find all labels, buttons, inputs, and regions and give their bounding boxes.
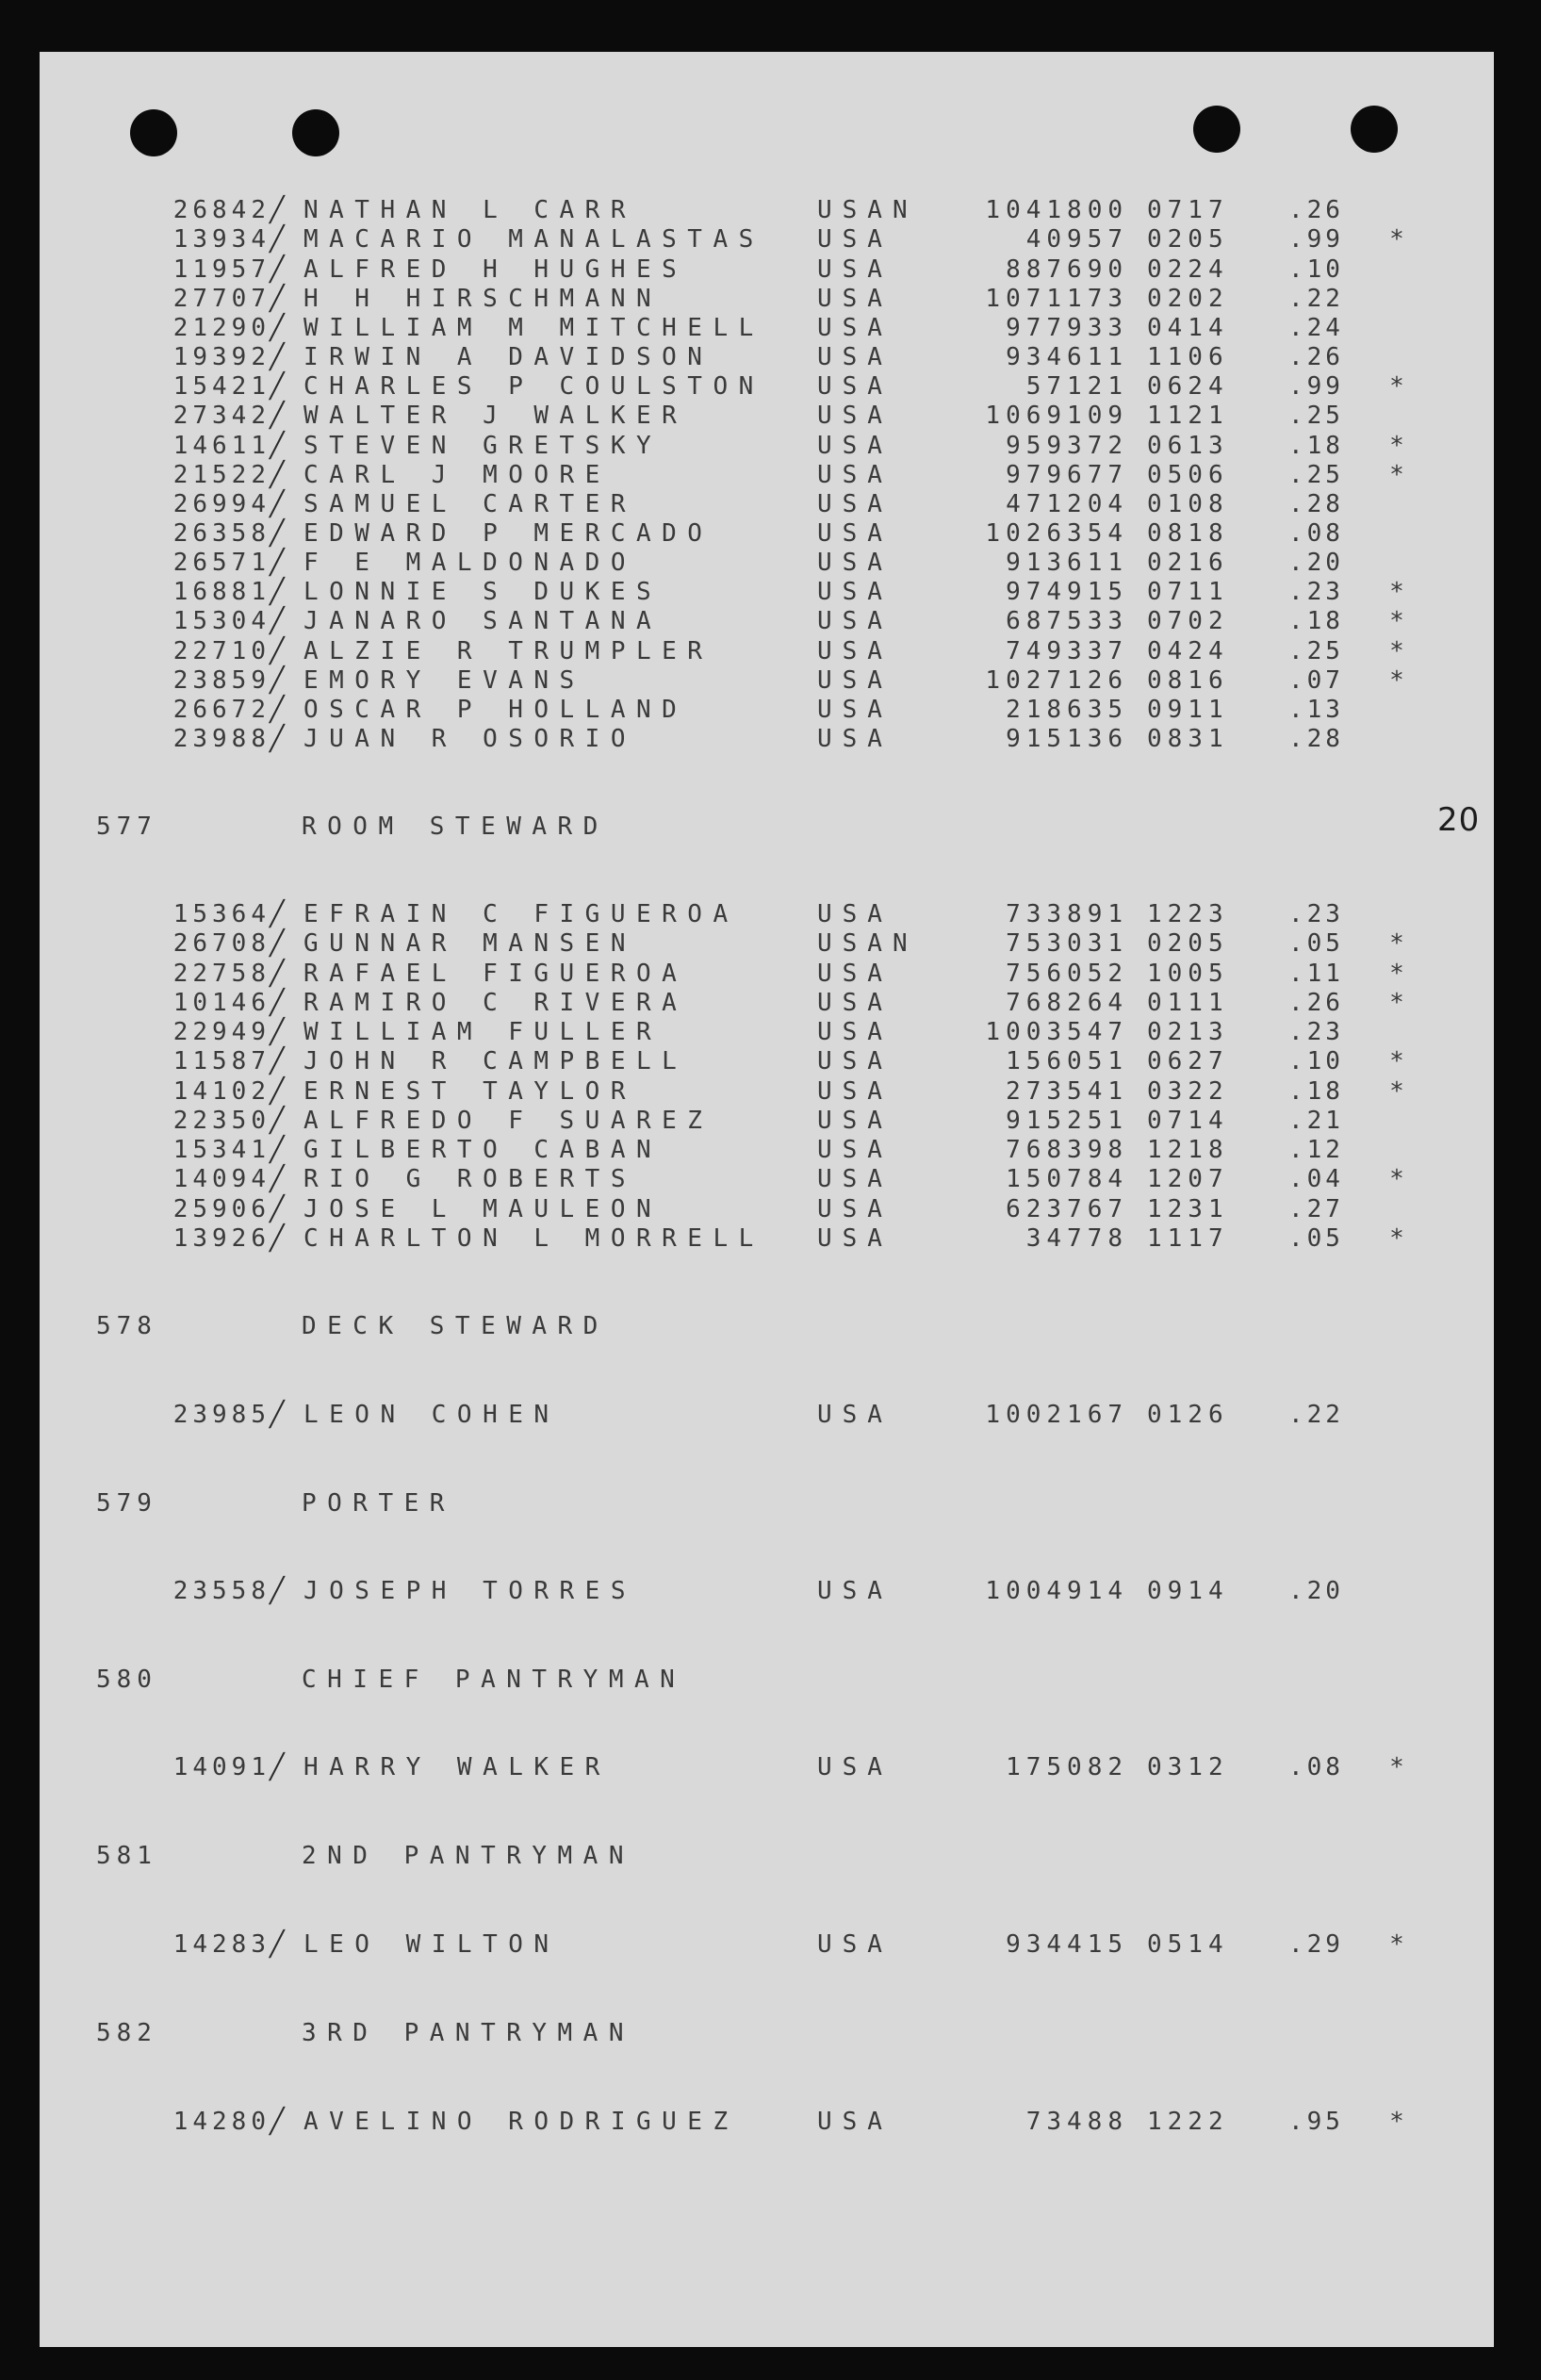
rate-value: .08 bbox=[1288, 1753, 1344, 1781]
check-mark-icon: ╱ bbox=[270, 490, 285, 518]
rate-value: .25 bbox=[1288, 637, 1344, 665]
rate-value: .27 bbox=[1288, 1195, 1344, 1223]
rate-value: .25 bbox=[1288, 461, 1344, 489]
document-number: 753031 bbox=[1006, 929, 1128, 958]
date-code: 0714 bbox=[1147, 1107, 1229, 1135]
document-number: 34778 bbox=[1025, 1224, 1128, 1253]
asterisk-mark: * bbox=[1389, 637, 1404, 665]
crew-number: 23985 bbox=[172, 1401, 270, 1429]
crew-name: CHARLTON L MORRELL bbox=[303, 1224, 764, 1253]
rate-value: .26 bbox=[1288, 196, 1344, 224]
crew-number: 26358 bbox=[172, 519, 270, 548]
crew-name: GUNNAR MANSEN bbox=[303, 929, 636, 958]
crew-name: ALFREDO F SUAREZ bbox=[303, 1107, 713, 1135]
check-mark-icon: ╱ bbox=[270, 432, 285, 460]
check-mark-icon: ╱ bbox=[270, 402, 285, 430]
rate-value: .05 bbox=[1288, 929, 1344, 958]
section-number: 577 bbox=[96, 812, 157, 841]
rate-value: .29 bbox=[1288, 1930, 1344, 1959]
crew-number: 15341 bbox=[172, 1136, 270, 1164]
nationality: USA bbox=[817, 1224, 893, 1253]
asterisk-mark: * bbox=[1389, 1165, 1404, 1193]
date-code: 0322 bbox=[1147, 1077, 1229, 1106]
crew-name: LONNIE S DUKES bbox=[303, 578, 663, 606]
document-number: 733891 bbox=[1006, 900, 1128, 928]
crew-name: WILLIAM FULLER bbox=[303, 1018, 663, 1046]
asterisk-mark: * bbox=[1389, 929, 1404, 958]
crew-number: 26672 bbox=[172, 696, 270, 724]
crew-name: GILBERTO CABAN bbox=[303, 1136, 663, 1164]
document-number: 73488 bbox=[1025, 2108, 1128, 2136]
document-number: 175082 bbox=[1006, 1753, 1128, 1781]
rate-value: .05 bbox=[1288, 1224, 1344, 1253]
crew-name: OSCAR P HOLLAND bbox=[303, 696, 688, 724]
crew-name: RAFAEL FIGUEROA bbox=[303, 960, 688, 988]
document-number: 1027126 bbox=[985, 666, 1128, 695]
section-title: CHIEF PANTRYMAN bbox=[302, 1666, 686, 1694]
section-title: PORTER bbox=[302, 1489, 455, 1518]
rate-value: .23 bbox=[1288, 578, 1344, 606]
document-number: 934415 bbox=[1006, 1930, 1128, 1959]
check-mark-icon: ╱ bbox=[270, 196, 285, 224]
crew-name: JUAN R OSORIO bbox=[303, 725, 636, 753]
rate-value: .24 bbox=[1288, 314, 1344, 342]
check-mark-icon: ╱ bbox=[270, 666, 285, 695]
nationality: USA bbox=[817, 314, 893, 342]
date-code: 0312 bbox=[1147, 1753, 1229, 1781]
check-mark-icon: ╱ bbox=[270, 519, 285, 548]
document-number: 768264 bbox=[1006, 989, 1128, 1017]
crew-number: 26842 bbox=[172, 196, 270, 224]
date-code: 1223 bbox=[1147, 900, 1229, 928]
asterisk-mark: * bbox=[1389, 225, 1404, 254]
crew-number: 10146 bbox=[172, 989, 270, 1017]
rate-value: .18 bbox=[1288, 607, 1344, 635]
check-mark-icon: ╱ bbox=[270, 314, 285, 342]
date-code: 0414 bbox=[1147, 314, 1229, 342]
nationality: USA bbox=[817, 1077, 893, 1106]
date-code: 0911 bbox=[1147, 696, 1229, 724]
date-code: 0711 bbox=[1147, 578, 1229, 606]
date-code: 0205 bbox=[1147, 929, 1229, 958]
rate-value: .10 bbox=[1288, 255, 1344, 284]
crew-number: 23558 bbox=[172, 1577, 270, 1605]
punch-hole bbox=[130, 109, 177, 156]
crew-number: 16881 bbox=[172, 578, 270, 606]
rate-value: .04 bbox=[1288, 1165, 1344, 1193]
date-code: 0514 bbox=[1147, 1930, 1229, 1959]
document-number: 57121 bbox=[1025, 372, 1128, 401]
asterisk-mark: * bbox=[1389, 461, 1404, 489]
section-number: 579 bbox=[96, 1489, 157, 1518]
check-mark-icon: ╱ bbox=[270, 929, 285, 958]
section-title: 2ND PANTRYMAN bbox=[302, 1842, 634, 1870]
crew-number: 21522 bbox=[172, 461, 270, 489]
crew-name: JOSE L MAULEON bbox=[303, 1195, 663, 1223]
nationality: USA bbox=[817, 1753, 893, 1781]
check-mark-icon: ╱ bbox=[270, 607, 285, 635]
date-code: 0108 bbox=[1147, 490, 1229, 518]
nationality: USA bbox=[817, 225, 893, 254]
date-code: 0613 bbox=[1147, 432, 1229, 460]
rate-value: .08 bbox=[1288, 519, 1344, 548]
rate-value: .10 bbox=[1288, 1047, 1344, 1075]
check-mark-icon: ╱ bbox=[270, 1195, 285, 1223]
crew-name: JANARO SANTANA bbox=[303, 607, 663, 635]
nationality: USA bbox=[817, 1165, 893, 1193]
crew-number: 15421 bbox=[172, 372, 270, 401]
crew-name: EFRAIN C FIGUEROA bbox=[303, 900, 739, 928]
nationality: USA bbox=[817, 2108, 893, 2136]
punch-hole bbox=[1193, 106, 1240, 153]
nationality: USA bbox=[817, 1136, 893, 1164]
crew-name: CHARLES P COULSTON bbox=[303, 372, 764, 401]
nationality: USA bbox=[817, 372, 893, 401]
rate-value: .23 bbox=[1288, 900, 1344, 928]
document-number: 934611 bbox=[1006, 343, 1128, 371]
crew-name: H H HIRSCHMANN bbox=[303, 285, 663, 313]
nationality: USA bbox=[817, 1018, 893, 1046]
check-mark-icon: ╱ bbox=[270, 285, 285, 313]
document-number: 1004914 bbox=[985, 1577, 1128, 1605]
document-number: 1069109 bbox=[985, 402, 1128, 430]
check-mark-icon: ╱ bbox=[270, 637, 285, 665]
check-mark-icon: ╱ bbox=[270, 225, 285, 254]
crew-name: CARL J MOORE bbox=[303, 461, 611, 489]
rate-value: .26 bbox=[1288, 989, 1344, 1017]
date-code: 0111 bbox=[1147, 989, 1229, 1017]
nationality: USA bbox=[817, 666, 893, 695]
nationality: USAN bbox=[817, 196, 918, 224]
crew-number: 13926 bbox=[172, 1224, 270, 1253]
crew-number: 13934 bbox=[172, 225, 270, 254]
rate-value: .20 bbox=[1288, 549, 1344, 577]
date-code: 1121 bbox=[1147, 402, 1229, 430]
crew-name: SAMUEL CARTER bbox=[303, 490, 636, 518]
date-code: 1106 bbox=[1147, 343, 1229, 371]
nationality: USA bbox=[817, 725, 893, 753]
date-code: 1207 bbox=[1147, 1165, 1229, 1193]
asterisk-mark: * bbox=[1389, 960, 1404, 988]
nationality: USA bbox=[817, 900, 893, 928]
asterisk-mark: * bbox=[1389, 2108, 1404, 2136]
crew-number: 22710 bbox=[172, 637, 270, 665]
document-number: 756052 bbox=[1006, 960, 1128, 988]
nationality: USA bbox=[817, 1107, 893, 1135]
crew-number: 14611 bbox=[172, 432, 270, 460]
rate-value: .12 bbox=[1288, 1136, 1344, 1164]
rate-value: .28 bbox=[1288, 725, 1344, 753]
date-code: 0205 bbox=[1147, 225, 1229, 254]
crew-name: MACARIO MANALASTAS bbox=[303, 225, 764, 254]
date-code: 1222 bbox=[1147, 2108, 1229, 2136]
asterisk-mark: * bbox=[1389, 1077, 1404, 1106]
check-mark-icon: ╱ bbox=[270, 696, 285, 724]
nationality: USA bbox=[817, 285, 893, 313]
check-mark-icon: ╱ bbox=[270, 343, 285, 371]
date-code: 0216 bbox=[1147, 549, 1229, 577]
crew-number: 19392 bbox=[172, 343, 270, 371]
document-number: 1026354 bbox=[985, 519, 1128, 548]
asterisk-mark: * bbox=[1389, 578, 1404, 606]
section-number: 580 bbox=[96, 1666, 157, 1694]
date-code: 1218 bbox=[1147, 1136, 1229, 1164]
document-number: 218635 bbox=[1006, 696, 1128, 724]
crew-number: 22758 bbox=[172, 960, 270, 988]
check-mark-icon: ╱ bbox=[270, 1107, 285, 1135]
date-code: 0914 bbox=[1147, 1577, 1229, 1605]
date-code: 0717 bbox=[1147, 196, 1229, 224]
check-mark-icon: ╱ bbox=[270, 1018, 285, 1046]
crew-number: 27707 bbox=[172, 285, 270, 313]
document-number: 273541 bbox=[1006, 1077, 1128, 1106]
check-mark-icon: ╱ bbox=[270, 725, 285, 753]
check-mark-icon: ╱ bbox=[270, 2108, 285, 2136]
check-mark-icon: ╱ bbox=[270, 578, 285, 606]
crew-number: 15364 bbox=[172, 900, 270, 928]
section-title: ROOM STEWARD bbox=[302, 812, 609, 841]
asterisk-mark: * bbox=[1389, 607, 1404, 635]
crew-name: ALZIE R TRUMPLER bbox=[303, 637, 713, 665]
rate-value: .99 bbox=[1288, 372, 1344, 401]
section-number: 582 bbox=[96, 2019, 157, 2047]
check-mark-icon: ╱ bbox=[270, 461, 285, 489]
date-code: 1117 bbox=[1147, 1224, 1229, 1253]
document-number: 959372 bbox=[1006, 432, 1128, 460]
rate-value: .26 bbox=[1288, 343, 1344, 371]
crew-name: NATHAN L CARR bbox=[303, 196, 636, 224]
check-mark-icon: ╱ bbox=[270, 1165, 285, 1193]
document-number: 1041800 bbox=[985, 196, 1128, 224]
nationality: USA bbox=[817, 1047, 893, 1075]
document-number: 1071173 bbox=[985, 285, 1128, 313]
date-code: 0702 bbox=[1147, 607, 1229, 635]
asterisk-mark: * bbox=[1389, 1224, 1404, 1253]
crew-name: AVELINO RODRIGUEZ bbox=[303, 2108, 739, 2136]
crew-number: 11957 bbox=[172, 255, 270, 284]
date-code: 0831 bbox=[1147, 725, 1229, 753]
date-code: 0816 bbox=[1147, 666, 1229, 695]
nationality: USA bbox=[817, 549, 893, 577]
rate-value: .28 bbox=[1288, 490, 1344, 518]
document-number: 1003547 bbox=[985, 1018, 1128, 1046]
document-number: 977933 bbox=[1006, 314, 1128, 342]
nationality: USA bbox=[817, 490, 893, 518]
nationality: USA bbox=[817, 960, 893, 988]
document-number: 1002167 bbox=[985, 1401, 1128, 1429]
check-mark-icon: ╱ bbox=[270, 1577, 285, 1605]
section-number: 578 bbox=[96, 1312, 157, 1340]
date-code: 0424 bbox=[1147, 637, 1229, 665]
check-mark-icon: ╱ bbox=[270, 1224, 285, 1253]
asterisk-mark: * bbox=[1389, 432, 1404, 460]
date-code: 1231 bbox=[1147, 1195, 1229, 1223]
rate-value: .22 bbox=[1288, 285, 1344, 313]
document-number: 979677 bbox=[1006, 461, 1128, 489]
document-number: 915136 bbox=[1006, 725, 1128, 753]
document-number: 150784 bbox=[1006, 1165, 1128, 1193]
crew-number: 14091 bbox=[172, 1753, 270, 1781]
check-mark-icon: ╱ bbox=[270, 1401, 285, 1429]
document-number: 471204 bbox=[1006, 490, 1128, 518]
nationality: USA bbox=[817, 402, 893, 430]
nationality: USA bbox=[817, 696, 893, 724]
document-number: 974915 bbox=[1006, 578, 1128, 606]
crew-number: 14094 bbox=[172, 1165, 270, 1193]
crew-name: RIO G ROBERTS bbox=[303, 1165, 636, 1193]
crew-number: 14283 bbox=[172, 1930, 270, 1959]
asterisk-mark: * bbox=[1389, 372, 1404, 401]
crew-name: RAMIRO C RIVERA bbox=[303, 989, 688, 1017]
section-title: DECK STEWARD bbox=[302, 1312, 609, 1340]
check-mark-icon: ╱ bbox=[270, 1077, 285, 1106]
document-number: 623767 bbox=[1006, 1195, 1128, 1223]
nationality: USA bbox=[817, 255, 893, 284]
document-number: 687533 bbox=[1006, 607, 1128, 635]
date-code: 0202 bbox=[1147, 285, 1229, 313]
page-number: 20 bbox=[1437, 801, 1481, 839]
rate-value: .20 bbox=[1288, 1577, 1344, 1605]
document-number: 156051 bbox=[1006, 1047, 1128, 1075]
date-code: 1005 bbox=[1147, 960, 1229, 988]
check-mark-icon: ╱ bbox=[270, 900, 285, 928]
crew-number: 22949 bbox=[172, 1018, 270, 1046]
crew-number: 14102 bbox=[172, 1077, 270, 1106]
crew-number: 14280 bbox=[172, 2108, 270, 2136]
asterisk-mark: * bbox=[1389, 1930, 1404, 1959]
crew-name: WILLIAM M MITCHELL bbox=[303, 314, 764, 342]
crew-number: 15304 bbox=[172, 607, 270, 635]
check-mark-icon: ╱ bbox=[270, 1047, 285, 1075]
nationality: USA bbox=[817, 343, 893, 371]
asterisk-mark: * bbox=[1389, 666, 1404, 695]
nationality: USA bbox=[817, 1401, 893, 1429]
nationality: USA bbox=[817, 461, 893, 489]
check-mark-icon: ╱ bbox=[270, 960, 285, 988]
document-number: 915251 bbox=[1006, 1107, 1128, 1135]
nationality: USA bbox=[817, 989, 893, 1017]
nationality: USA bbox=[817, 519, 893, 548]
check-mark-icon: ╱ bbox=[270, 549, 285, 577]
date-code: 0624 bbox=[1147, 372, 1229, 401]
nationality: USA bbox=[817, 607, 893, 635]
asterisk-mark: * bbox=[1389, 1047, 1404, 1075]
crew-number: 11587 bbox=[172, 1047, 270, 1075]
crew-name: F E MALDONADO bbox=[303, 549, 636, 577]
rate-value: .21 bbox=[1288, 1107, 1344, 1135]
nationality: USAN bbox=[817, 929, 918, 958]
crew-name: LEON COHEN bbox=[303, 1401, 560, 1429]
asterisk-mark: * bbox=[1389, 989, 1404, 1017]
date-code: 0126 bbox=[1147, 1401, 1229, 1429]
rate-value: .07 bbox=[1288, 666, 1344, 695]
document-number: 40957 bbox=[1025, 225, 1128, 254]
crew-name: STEVEN GRETSKY bbox=[303, 432, 663, 460]
check-mark-icon: ╱ bbox=[270, 1753, 285, 1781]
document-number: 913611 bbox=[1006, 549, 1128, 577]
crew-name: ERNEST TAYLOR bbox=[303, 1077, 636, 1106]
rate-value: .23 bbox=[1288, 1018, 1344, 1046]
nationality: USA bbox=[817, 1577, 893, 1605]
rate-value: .18 bbox=[1288, 1077, 1344, 1106]
check-mark-icon: ╱ bbox=[270, 1136, 285, 1164]
date-code: 0224 bbox=[1147, 255, 1229, 284]
rate-value: .25 bbox=[1288, 402, 1344, 430]
crew-number: 26994 bbox=[172, 490, 270, 518]
crew-number: 22350 bbox=[172, 1107, 270, 1135]
date-code: 0213 bbox=[1147, 1018, 1229, 1046]
check-mark-icon: ╱ bbox=[270, 372, 285, 401]
crew-name: EDWARD P MERCADO bbox=[303, 519, 713, 548]
rate-value: .13 bbox=[1288, 696, 1344, 724]
nationality: USA bbox=[817, 1930, 893, 1959]
crew-name: LEO WILTON bbox=[303, 1930, 560, 1959]
nationality: USA bbox=[817, 637, 893, 665]
crew-name: IRWIN A DAVIDSON bbox=[303, 343, 713, 371]
crew-name: WALTER J WALKER bbox=[303, 402, 688, 430]
rate-value: .95 bbox=[1288, 2108, 1344, 2136]
check-mark-icon: ╱ bbox=[270, 989, 285, 1017]
crew-number: 21290 bbox=[172, 314, 270, 342]
rate-value: .11 bbox=[1288, 960, 1344, 988]
date-code: 0506 bbox=[1147, 461, 1229, 489]
crew-number: 23988 bbox=[172, 725, 270, 753]
section-title: 3RD PANTRYMAN bbox=[302, 2019, 634, 2047]
check-mark-icon: ╱ bbox=[270, 255, 285, 284]
document-number: 768398 bbox=[1006, 1136, 1128, 1164]
date-code: 0818 bbox=[1147, 519, 1229, 548]
nationality: USA bbox=[817, 1195, 893, 1223]
punch-hole bbox=[1351, 106, 1398, 153]
crew-name: ALFRED H HUGHES bbox=[303, 255, 688, 284]
section-number: 581 bbox=[96, 1842, 157, 1870]
crew-number: 23859 bbox=[172, 666, 270, 695]
crew-number: 26708 bbox=[172, 929, 270, 958]
document-number: 887690 bbox=[1006, 255, 1128, 284]
crew-name: EMORY EVANS bbox=[303, 666, 585, 695]
crew-number: 25906 bbox=[172, 1195, 270, 1223]
rate-value: .18 bbox=[1288, 432, 1344, 460]
nationality: USA bbox=[817, 578, 893, 606]
check-mark-icon: ╱ bbox=[270, 1930, 285, 1959]
crew-number: 26571 bbox=[172, 549, 270, 577]
crew-name: JOHN R CAMPBELL bbox=[303, 1047, 688, 1075]
nationality: USA bbox=[817, 432, 893, 460]
crew-name: JOSEPH TORRES bbox=[303, 1577, 636, 1605]
rate-value: .99 bbox=[1288, 225, 1344, 254]
date-code: 0627 bbox=[1147, 1047, 1229, 1075]
document-page bbox=[40, 52, 1494, 2347]
rate-value: .22 bbox=[1288, 1401, 1344, 1429]
document-number: 749337 bbox=[1006, 637, 1128, 665]
crew-name: HARRY WALKER bbox=[303, 1753, 611, 1781]
crew-number: 27342 bbox=[172, 402, 270, 430]
punch-hole bbox=[292, 109, 339, 156]
asterisk-mark: * bbox=[1389, 1753, 1404, 1781]
